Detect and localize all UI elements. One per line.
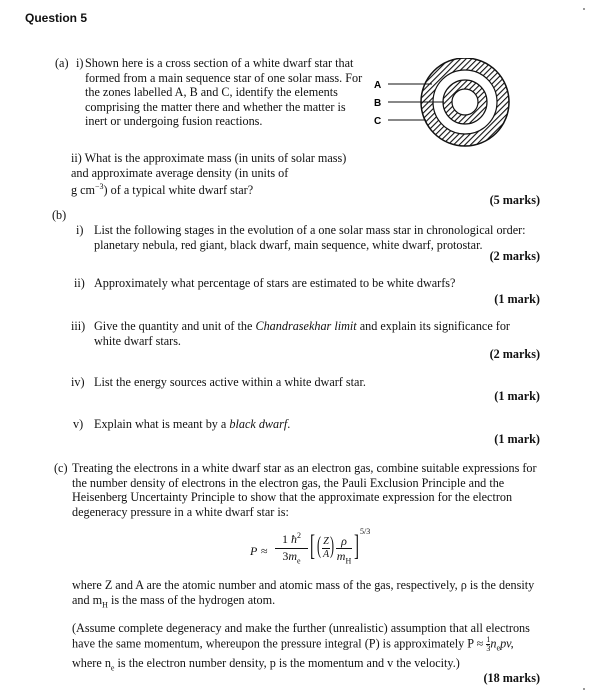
white-dwarf-cross-section-diagram xyxy=(370,58,530,198)
part-b-iv-num: iv) xyxy=(71,375,85,389)
part-b-i-marks: (2 marks) xyxy=(489,249,540,263)
part-b-label: (b) xyxy=(52,208,67,222)
page-corner-mark xyxy=(583,688,585,690)
core-white xyxy=(452,89,478,115)
degeneracy-pressure-equation: P ≈ 1 $ħ^2$ $3m_e$ [ ( Z A ) ρ $m_H$ ] 5/3 xyxy=(250,527,371,566)
part-c-where-text: where Z and A are the atomic number and atomic mass of the gas, respectively, ρ is the density and $m_H$ is the mass of the hydrogen atom. xyxy=(72,578,535,609)
part-a-marks: (5 marks) xyxy=(489,193,540,207)
label-c: C xyxy=(374,116,382,127)
part-b-iii-marks: (2 marks) xyxy=(489,347,540,361)
part-b-i-num: i) xyxy=(76,223,84,237)
part-a-i-label: i) xyxy=(76,56,84,70)
part-b-iv-text: List the energy sources active within a white dwarf star. xyxy=(94,375,366,389)
label-a: A xyxy=(374,80,382,91)
part-c-text: Treating the electrons in a white dwarf star as an electron gas, combine suitable expressions for the number density of electrons in the electron gas, the Pauli Exclusion Principle and the Heisenberg Uncertainty Principle to show that the approximate expression for the electron degeneracy pressure in a white dwarf star is: xyxy=(72,461,537,519)
label-b: B xyxy=(374,98,382,109)
question-title: Question 5 xyxy=(25,11,88,25)
part-a-ii-text: ii) What is the approximate mass (in units of solar mass) and approximate average density (in units of g $cm^{-3}$) of a typical white dwarf star? xyxy=(71,151,347,198)
part-b-v-marks: (1 mark) xyxy=(494,432,540,446)
part-b-v-num: v) xyxy=(73,417,84,431)
part-c-assumption-text: (Assume complete degeneracy and make the further (unrealistic) assumption that all electrons have the same momentum, whereupon the pressure integral (P) is approximately P ≈ $\frac{1}{3}$ $n_epv$, where $n_e$ is the electron number density, p is the momentum and v the velocity.) xyxy=(72,621,530,673)
part-b-iii-text: Give the quantity and unit of the Chandrasekhar limit and explain its significance for white dwarf stars. xyxy=(94,319,510,348)
part-b-v-text: Explain what is meant by a black dwarf. xyxy=(94,417,291,431)
part-b-ii-num: ii) xyxy=(74,276,85,290)
part-b-ii-marks: (1 mark) xyxy=(494,292,540,306)
part-b-i-text: List the following stages in the evolution of a one solar mass star in chronological order: planetary nebula, red giant, black dwarf, main sequence, white dwarf, protostar. xyxy=(94,223,526,252)
part-b-ii-text: Approximately what percentage of stars are estimated to be white dwarfs? xyxy=(94,276,456,290)
page-corner-mark xyxy=(583,8,585,10)
part-a-label: (a) xyxy=(55,56,69,70)
part-c-label: (c) xyxy=(54,461,68,475)
part-c-marks: (18 marks) xyxy=(483,671,540,685)
part-b-iii-num: iii) xyxy=(71,319,86,333)
part-b-iv-marks: (1 mark) xyxy=(494,389,540,403)
part-a-i-text: Shown here is a cross section of a white dwarf star that formed from a main sequence star of one solar mass. For the zones labelled A, B and C, identify the elements comprising the matter there and whether the matter is inert or undergoing fusion reactions. xyxy=(85,56,363,128)
